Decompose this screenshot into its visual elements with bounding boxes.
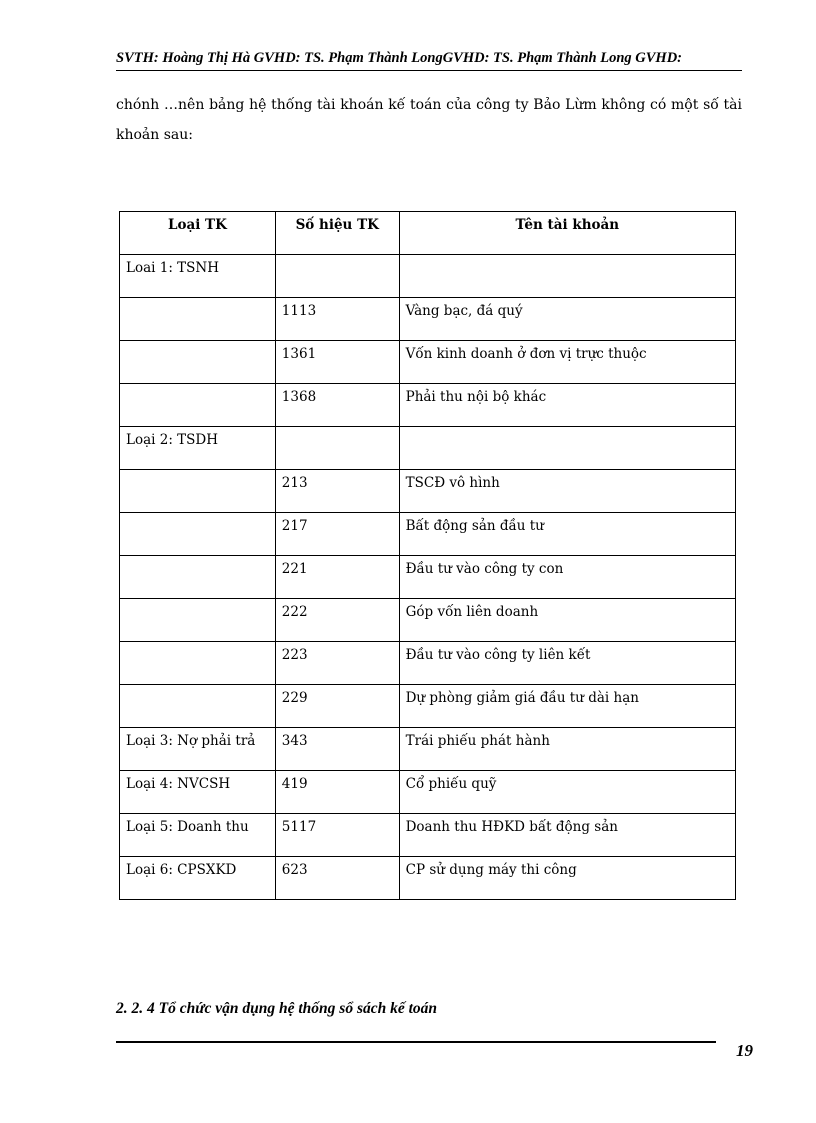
account-name-cell: Vốn kinh doanh ở đơn vị trực thuộc [399,341,735,384]
account-name-cell: Vàng bạc, đá quý [399,298,735,341]
account-number-cell: 223 [275,642,399,685]
account-number-cell: 623 [275,857,399,900]
table-row [120,728,736,771]
account-number-cell: 229 [275,685,399,728]
table-row [120,384,736,427]
account-name-cell: Trái phiếu phát hành [399,728,735,771]
account-type-cell: Loại 5: Doanh thu [120,814,276,857]
account-number-cell [275,255,399,298]
account-type-cell [120,470,276,513]
account-number-cell: 222 [275,599,399,642]
account-name-cell: CP sử dụng máy thi công [399,857,735,900]
account-type-cell: Loại 6: CPSXKD [120,857,276,900]
table-row [120,427,736,470]
table-row [120,255,736,298]
account-number-cell: 5117 [275,814,399,857]
header-rule [116,70,742,71]
table-row [120,470,736,513]
account-type-cell: Loại 3: Nợ phải trả [120,728,276,771]
account-name-cell: Dự phòng giảm giá đầu tư dài hạn [399,685,735,728]
account-number-cell: 213 [275,470,399,513]
intro-paragraph: chónh …nên bảng hệ thống tài khoán kế toán của công ty Bảo Lừm không có một số tài khoản sau: [116,97,742,143]
table-header-row [120,212,736,255]
account-name-cell: TSCĐ vô hình [399,470,735,513]
table-row [120,341,736,384]
table-row [120,599,736,642]
account-name-cell: Doanh thu HĐKD bất động sản [399,814,735,857]
account-number-cell [275,427,399,470]
account-number-cell: 217 [275,513,399,556]
account-number-cell: 1113 [275,298,399,341]
account-type-cell [120,384,276,427]
accounts-table [119,211,736,900]
header-account-number: Số hiệu TK [275,212,399,255]
account-type-cell [120,685,276,728]
account-type-cell: Loai 1: TSNH [120,255,276,298]
footer-rule [116,1041,716,1043]
account-type-cell [120,599,276,642]
account-name-cell: Phải thu nội bộ khác [399,384,735,427]
account-number-cell: 221 [275,556,399,599]
table-row [120,513,736,556]
account-name-cell: Cổ phiếu quỹ [399,771,735,814]
account-type-cell [120,642,276,685]
account-name-cell: Bất động sản đầu tư [399,513,735,556]
table-row [120,556,736,599]
header-account-name: Tên tài khoản [399,212,735,255]
account-type-cell [120,341,276,384]
table-row [120,685,736,728]
account-name-cell: Đầu tư vào công ty con [399,556,735,599]
table-row [120,771,736,814]
account-type-cell: Loại 2: TSDH [120,427,276,470]
account-type-cell [120,556,276,599]
account-type-cell: Loại 4: NVCSH [120,771,276,814]
page-header: SVTH: Hoàng Thị Hà GVHD: TS. Phạm Thành LongGVHD: TS. Phạm Thành Long GVHD: [116,50,682,66]
account-name-cell [399,255,735,298]
account-number-cell: 343 [275,728,399,771]
table-row [120,814,736,857]
account-type-cell [120,513,276,556]
account-type-cell [120,298,276,341]
account-number-cell: 1368 [275,384,399,427]
section-heading: 2. 2. 4 Tổ chức vận dụng hệ thống sổ sách kế toán [116,1000,438,1017]
account-number-cell: 1361 [275,341,399,384]
account-name-cell [399,427,735,470]
table-row [120,298,736,341]
account-number-cell: 419 [275,771,399,814]
header-account-type: Loại TK [120,212,276,255]
page-number: 19 [736,1041,753,1060]
table-row [120,642,736,685]
account-name-cell: Góp vốn liên doanh [399,599,735,642]
table-row [120,857,736,900]
account-name-cell: Đầu tư vào công ty liên kết [399,642,735,685]
